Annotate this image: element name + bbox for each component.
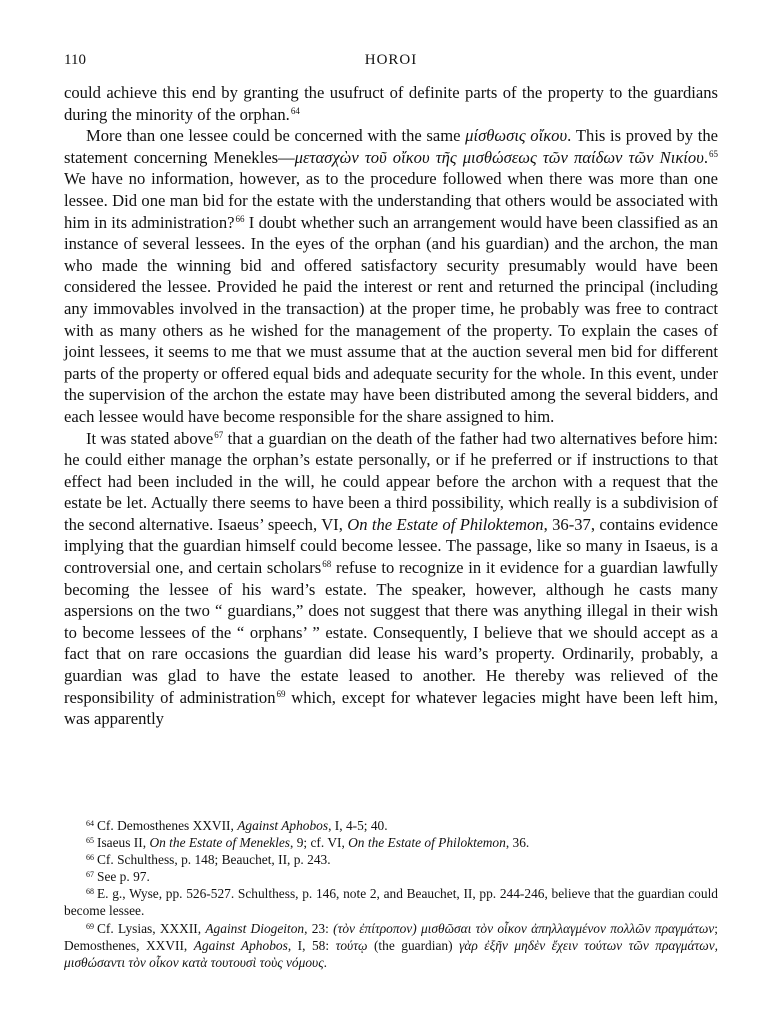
footnote-69 [64, 920, 718, 971]
text-run: , 9; cf. VI, [290, 835, 349, 851]
greek-phrase: τούτῳ [335, 937, 368, 953]
paragraph-2 [64, 125, 718, 427]
text-run: , 36. [505, 835, 530, 851]
footnote-65 [64, 834, 718, 851]
footnote-64 [64, 817, 718, 834]
text-run: More than one lessee could be concerned with the same [86, 126, 466, 146]
work-title: Against Diogeiton [205, 920, 305, 936]
text-run: could achieve this end by granting the usufruct of definite parts of the property to the guardians during the minority of the orphan. [64, 83, 718, 124]
work-title: On the Estate of Philoktemon [347, 514, 544, 534]
text-run: refuse to recognize in it evidence for a guardian lawfully becoming the lessee of his ward’s estate. The speaker, however, although he casts many aspersions on the two “ guardians,” does not suggest that there was anything illegal in their wish to become lessees of the “ orphans’ ” estate. Consequently, I believe that we should accept as a fact that on rare occasions the guardian did lease his ward’s property. Ordinarily, probably, a guardian was glad to have the estate leased to another. He thereby was relieved of the responsibility of administration [64, 558, 718, 707]
text-run: that a guardian on the death of the father had two alternatives before him: he could either manage the orphan’s estate personally, or if he preferred or if instructions to that effect had been included in the will, he could appear before the archon with a request that the estate be let. Actually there seems to have been a third possibility, which really is a subdivision of the second alternative. Isaeus’ speech, VI, [64, 428, 718, 534]
footnote-number: 66 [86, 853, 94, 863]
footnote-67 [64, 868, 718, 885]
text-run: , I, 4-5; 40. [328, 818, 388, 833]
text-run: , I, 58: [287, 937, 336, 953]
greek-phrase: μίσθωσις οἴκου [465, 126, 568, 146]
text-run: Isaeus II, [97, 835, 150, 851]
footnotes [64, 817, 718, 971]
footnote-number: 68 [86, 887, 94, 897]
running-title: HOROI [364, 52, 418, 68]
text-run: We have no information, however, as to the procedure followed when there was more than one lessee. Did one man bid for the estate with the understanding that others would be associated with him in its administration? [64, 169, 718, 232]
text-run: E. g., Wyse, pp. 526-527. Schulthess, p. 146, note 2, and Beauchet, II, pp. 244-246, believe that the guardian could become lessee. [64, 886, 718, 919]
text-run: . [703, 147, 708, 167]
footnote-ref: 65 [708, 148, 718, 159]
text-run: It was stated above [86, 428, 214, 448]
text-run: (the guardian) [367, 937, 460, 953]
footnote-ref: 69 [276, 688, 286, 699]
work-title: On the Estate of Philoktemon [348, 835, 506, 851]
text-run: which, except for whatever legacies might have been left him, was apparently [64, 687, 718, 729]
footnote-number: 64 [86, 819, 94, 828]
footnote-ref: 67 [214, 429, 224, 440]
footnote-number: 67 [86, 870, 94, 880]
text-run: See p. 97. [97, 869, 150, 885]
text-run: Cf. Demosthenes XXVII, [97, 818, 238, 833]
text-run: . [323, 954, 327, 970]
text-run: , 36-37, contains evidence implying that the guardian himself could become lessee. The passage, like so many in Isaeus, is a controversial one, and certain scholars [64, 514, 718, 578]
text-run: . This is proved by the statement concerning Menekles— [64, 126, 718, 167]
footnote-ref: 64 [290, 105, 300, 116]
text-run: I doubt whether such an arrangement would have been classified as an instance of several lessees. In the eyes of the orphan (and his guardian) and the archon, the man who made the winning bid and offered satisfactory security presumably would have been considered the lessee. Provided he paid the interest or rent and returned the principal (including any immovables involved in the transaction) at the proper time, he probably was free to contract with as many others as he wished for the management of the property. To explain the cases of joint lessees, it seems to me that we must assume that at the auction several men bid for different parts of the property or offered equal bids and adequate security for the whole. In this event, under the supervision of the archon the estate may have been distributed among the several bidders, and each lessee would have become responsible for the share assigned to him. [64, 212, 719, 426]
work-title: Against Aphobos [193, 937, 288, 953]
footnote-ref: 66 [235, 213, 245, 224]
main-text [64, 82, 718, 730]
page-number: 110 [64, 52, 86, 68]
footnote-ref: 68 [322, 559, 332, 570]
footnote-68 [64, 885, 718, 919]
work-title: Against Aphobos [237, 818, 329, 833]
text-run: ; Demosthenes, XXVII, [64, 920, 718, 953]
footnote-number: 69 [86, 921, 94, 931]
greek-phrase: γὰρ ἐξῆν μηδὲν ἔχειν τούτων τῶν πραγμάτων, μισθώσαντι τὸν οἶκον κατὰ τουτουσὶ τοὺς νόμους [64, 937, 719, 970]
text-run: , 23: [304, 920, 334, 936]
greek-phrase: μετασχὼν τοῦ οἴκου τῆς μισθώσεως τῶν παίδων τῶν Νικίου [294, 147, 704, 167]
paragraph-3 [64, 428, 718, 730]
greek-phrase: (τὸν ἐπίτροπον) μισθῶσαι τὸν οἶκον ἀπηλλαγμένον πολλῶν πραγμάτων [333, 920, 715, 936]
paragraph-1 [64, 82, 718, 125]
footnote-number: 65 [86, 836, 94, 846]
work-title: On the Estate of Menekles [149, 835, 290, 851]
text-run: Cf. Schulthess, p. 148; Beauchet, II, p. 243. [97, 852, 331, 868]
footnote-66 [64, 851, 718, 868]
text-run: Cf. Lysias, XXXII, [97, 920, 206, 936]
page-header [64, 52, 718, 74]
